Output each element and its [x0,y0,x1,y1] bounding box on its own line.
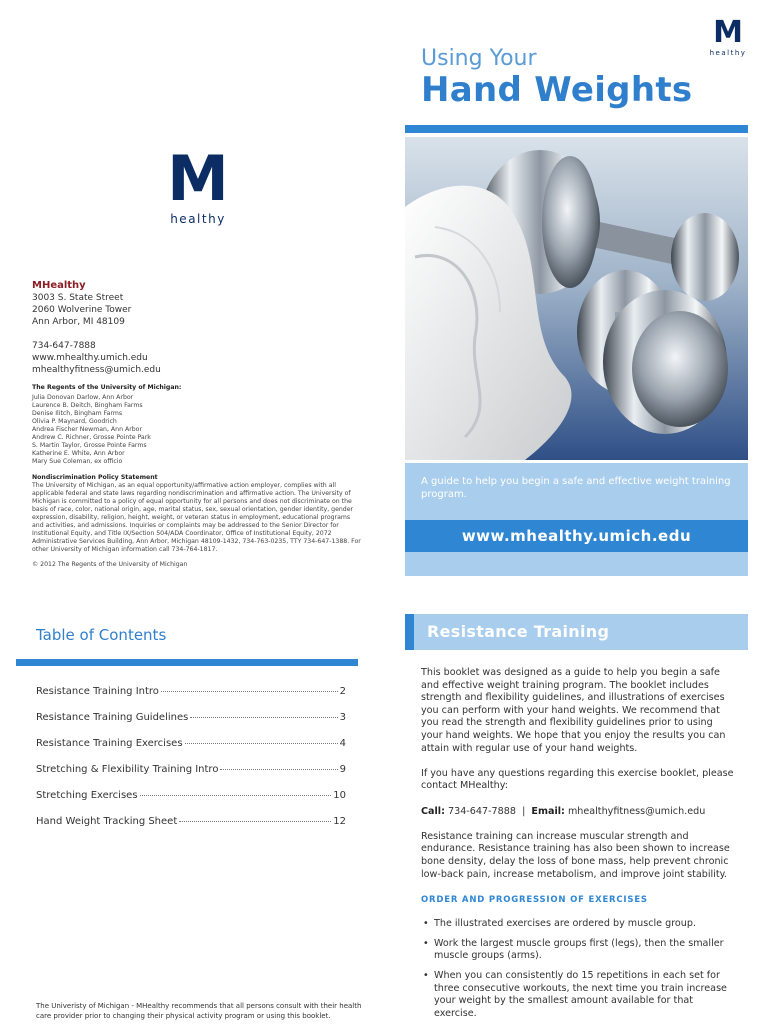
toc-item-label: Hand Weight Tracking Sheet [36,816,178,827]
toc-leader [220,769,337,770]
address-city: Ann Arbor, MI 48109 [32,317,125,327]
toc-item-label: Stretching & Flexibility Training Intro [36,764,219,775]
regent-name: Laurence B. Deitch, Bingham Farms [32,402,143,409]
dumbbell-photo [405,137,748,460]
address-street: 3003 S. State Street [32,293,124,303]
regent-name: Andrew C. Richner, Grosse Pointe Park [32,434,151,441]
address-web-link[interactable]: www.mhealthy.umich.edu [32,353,148,363]
toc-title: Table of Contents [36,626,167,644]
order-bullet-list [421,918,736,1020]
resistance-title: Resistance Training [427,622,610,641]
contact-separator: | [522,805,526,817]
cover-title-large: Hand Weights [421,70,693,110]
toc-item[interactable] [36,816,346,842]
footer-note: The Univeristy of Michigan - MHealthy recommends that all persons consult with their health care provider prior to changing their physical activity program or using this booklet. [36,1002,362,1020]
order-subheading: ORDER AND PROGRESSION OF EXERCISES [421,894,648,905]
top-logo [700,15,756,57]
nondiscrimination-block [32,474,362,569]
regent-name: Mary Sue Coleman, ex officio [32,458,123,465]
regents-heading: The Regents of the University of Michigan: [32,384,182,391]
toc-list [36,686,346,842]
toc-item-label: Resistance Training Intro [36,686,159,697]
toc-leader [179,821,331,822]
center-logo-sub: healthy [170,212,226,226]
resistance-body [421,667,736,1024]
center-logo [148,142,248,226]
toc-item[interactable] [36,712,346,738]
copyright: © 2012 The Regents of the University of Michigan [32,561,188,568]
resistance-header-accent [405,614,414,650]
guide-text: A guide to help you begin a safe and effective weight training program. [421,476,731,500]
toc-item-label: Resistance Training Exercises [36,738,183,749]
list-item: • When you can consistently do 15 repetitions in each set for three consecutive workouts, the next time you train increase your weight by the smallest amount available for that exercise. [421,970,736,1020]
top-logo-mark: M [713,15,743,50]
toc-item-page: 10 [333,790,346,801]
toc-leader [161,691,338,692]
regent-name: Julia Donovan Darlow, Ann Arbor [32,394,134,401]
regents-block [32,384,362,466]
contact-line [421,806,736,819]
address-phone: 734-647-7888 [32,341,96,351]
toc-item-page: 9 [339,764,346,775]
address-email-link[interactable]: mhealthyfitness@umich.edu [32,365,161,375]
list-item: • The illustrated exercises are ordered by muscle group. [421,918,736,931]
toc-item-page: 12 [333,816,346,827]
cover-url-link[interactable]: www.mhealthy.umich.edu [461,527,692,545]
toc-item[interactable] [36,738,346,764]
address-building: 2060 Wolverine Tower [32,305,132,315]
toc-leader [140,795,332,796]
toc-item-label: Resistance Training Guidelines [36,712,189,723]
cover-accent-bar [405,125,748,133]
toc-item-page: 2 [339,686,346,697]
regent-name: S. Martin Taylor, Grosse Pointe Farms [32,442,147,449]
call-label: Call: [421,805,445,817]
list-item: • Work the largest muscle groups first (legs), then the smaller muscle groups (arms). [421,938,736,963]
nondiscrimination-text: The University of Michigan, as an equal opportunity/affirmative action employer, complies with all applicable federal and state laws regarding nondiscrimination and affirmative action. The University of Michigan is committed to a policy of equal opportunity for all persons and does not discriminate on the basis of race, color, national origin, age, marital status, sex, sexual orientation, gender identity, gender expression, disability, religion, height, weight, or veteran status in employment, educational programs and activities, and admissions. Inquiries or complaints may be addressed to the Senior Director for Institutional Equity, and Title IX/Section 504/ADA Coordinator, Office of Institutional Equity, 2072 Administrative Services Building, Ann Arbor, Michigan 48109-1432, 734-763-0235, TTY 734-647-1388. For other University of Michigan information call 734-764-1817. [32,482,361,553]
org-name: MHealthy [32,280,86,291]
nondiscrimination-heading: Nondiscrimination Policy Statement [32,474,158,481]
regent-name: Andrea Fischer Newman, Ann Arbor [32,426,142,433]
regent-name: Katherine E. White, Ann Arbor [32,450,125,457]
call-number[interactable]: 734-647-7888 [448,805,516,817]
top-logo-sub: healthy [709,49,747,57]
cover-title-small: Using Your [421,46,537,71]
toc-accent-bar [16,659,358,666]
address-block [32,280,362,569]
toc-leader [185,743,338,744]
resistance-paragraph: If you have any questions regarding this exercise booklet, please contact MHealthy: [421,767,734,792]
resistance-paragraph: This booklet was designed as a guide to help you begin a safe and effective weight training program. The booklet includes strength and flexibility guidelines, and illustrations of exercises you can perform with your hand weights. We recommend that you read the strength and flexibility guidelines prior to using your hand weights. We hope that you enjoy the results you can attain with regular use of your hand weights. [421,667,726,754]
toc-item[interactable] [36,764,346,790]
toc-leader [190,717,337,718]
toc-item-page: 3 [339,712,346,723]
toc-item-label: Stretching Exercises [36,790,138,801]
toc-item[interactable] [36,790,346,816]
center-logo-mark: M [167,142,229,215]
email-link[interactable]: mhealthyfitness@umich.edu [567,805,706,817]
regent-name: Olivia P. Maynard, Goodrich [32,418,117,425]
email-label: Email: [531,805,565,817]
toc-item[interactable] [36,686,346,712]
regent-name: Denise Ilitch, Bingham Farms [32,410,123,417]
toc-item-page: 4 [339,738,346,749]
resistance-paragraph: Resistance training can increase muscular strength and endurance. Resistance training has also been shown to increase bone density, delay the loss of bone mass, help prevent chronic low-back pain, increase metabolism, and improve joint stability. [421,830,730,880]
